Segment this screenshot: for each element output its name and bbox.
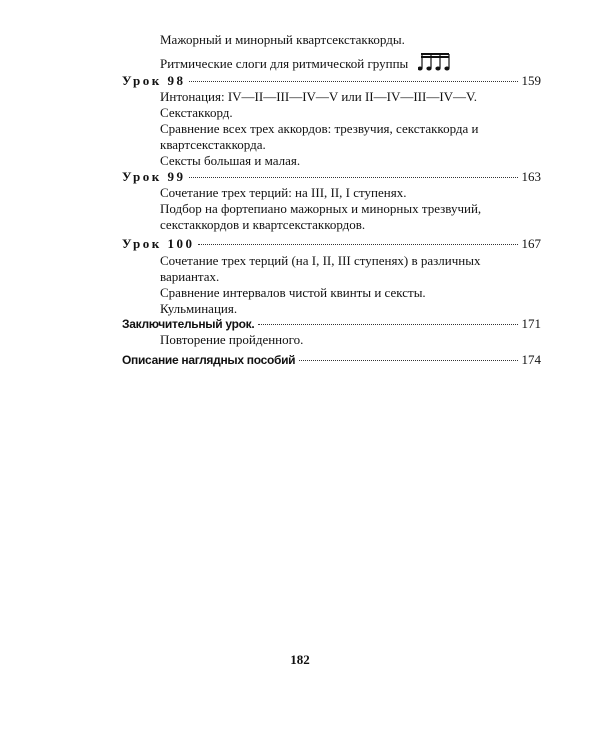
toc-item: Сексты большая и малая. — [160, 153, 301, 168]
toc-item: Интонация: IV—II—III—IV—V или II—IV—III—IV—V. — [160, 89, 478, 104]
toc-item: секстаккордов и квартсекстаккордов. — [160, 217, 366, 232]
toc-item: вариантах. — [160, 269, 220, 284]
toc-entry-title: Урок 99 — [122, 169, 186, 184]
page-number: 182 — [290, 652, 310, 667]
toc-intro-line-2-text: Ритмические слоги для ритмической группы — [160, 56, 409, 71]
toc-leader-dots — [189, 177, 517, 178]
toc-entry-title: Описание наглядных пособий — [122, 353, 296, 367]
toc-intro-line-2 — [160, 52, 452, 72]
toc-item: Кульминация. — [160, 301, 238, 316]
toc-item: Сочетание трех терций: на III, II, I ступенях. — [160, 185, 407, 200]
four-sixteenth-notes-icon — [418, 52, 452, 72]
toc-entry-page: 167 — [521, 236, 541, 251]
toc-leader-dots — [198, 244, 517, 245]
toc-item: Сравнение интервалов чистой квинты и сексты. — [160, 285, 426, 300]
toc-intro-line-1: Мажорный и минорный квартсекстаккорды. — [160, 32, 405, 47]
toc-entry-page: 171 — [521, 316, 541, 331]
toc-entry-lesson-100[interactable] — [122, 236, 541, 252]
toc-entry-final-lesson[interactable] — [122, 316, 541, 332]
toc-entry-page: 163 — [521, 169, 541, 184]
toc-entry-page: 159 — [521, 73, 541, 88]
toc-entry-lesson-98[interactable] — [122, 73, 541, 89]
toc-leader-dots — [258, 324, 517, 325]
toc-item: Сочетание трех терций (на I, II, III ступенях) в различных — [160, 253, 481, 268]
toc-item: Повторение пройденного. — [160, 332, 304, 347]
toc-entry-title: Урок 98 — [122, 73, 186, 88]
toc-entry-page: 174 — [521, 352, 541, 367]
toc-item: Подбор на фортепиано мажорных и минорных трезвучий, — [160, 201, 482, 216]
toc-item: квартсекстаккорда. — [160, 137, 266, 152]
toc-entry-lesson-99[interactable] — [122, 169, 541, 185]
toc-leader-dots — [299, 360, 517, 361]
toc-leader-dots — [189, 81, 517, 82]
toc-item: Сравнение всех трех аккордов: трезвучия, секстаккорда и — [160, 121, 479, 136]
toc-entry-title: Заключительный урок. — [122, 317, 255, 331]
toc-item: Секстаккорд. — [160, 105, 233, 120]
toc-entry-title: Урок 100 — [122, 236, 195, 251]
toc-entry-appendix[interactable] — [122, 352, 541, 368]
